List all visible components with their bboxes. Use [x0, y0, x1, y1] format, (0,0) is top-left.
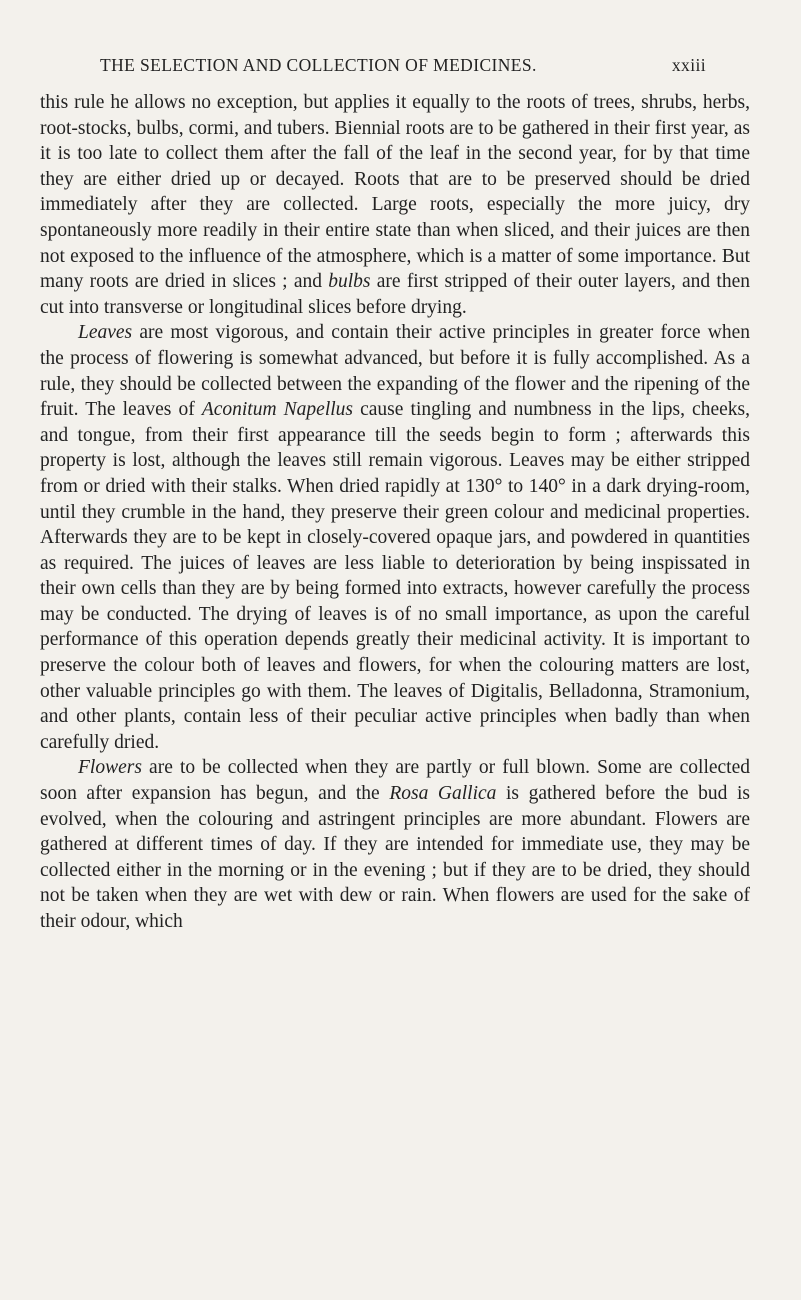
italic-term-rosa-gallica: Rosa Gallica	[389, 783, 497, 805]
italic-term-leaves: Leaves	[78, 322, 133, 344]
body-text	[40, 90, 750, 935]
running-header	[100, 55, 706, 81]
running-title: THE SELECTION AND COLLECTION OF MEDICINES.	[100, 55, 537, 75]
text-run: cause tingling and numbness in the lips, cheeks, and tongue, from their first appearance till the seeds begin to form ; afterwards this property is lost, although the leaves still remain vigorous. Leaves may be either stripped from or dried with their stalks. When dried rapidly at 130° to 140° in a dark drying-room, until they crumble in the hand, they preserve their green colour and medicinal properties. Afterwards they are to be kept in closely-covered opaque jars, and powdered in quantities as required. The juices of leaves are less liable to deterioration by being inspissated in their own cells than they are by being formed into extracts, however carefully the process may be conducted. The drying of leaves is of no small importance, as upon the careful performance of this operation depends greatly their medicinal activity. It is important to preserve the colour both of leaves and flowers, for when the colouring matters are lost, other valuable principles go with them. The leaves of Digitalis, Belladonna, Stramonium, and other plants, contain less of their peculiar active principles when badly than when carefully dried.	[40, 399, 750, 753]
paragraph-leaves	[40, 320, 750, 755]
text-run: are to be collected when they are partly or full blown. Some are collected soon after expansion has begun, and the	[40, 757, 750, 805]
italic-term-aconitum: Aconitum Napellus	[201, 399, 354, 421]
page-number: xxiii	[671, 55, 706, 75]
paragraph-roots	[40, 90, 750, 320]
italic-term-flowers: Flowers	[78, 757, 142, 779]
text-run: this rule he allows no exception, but applies it equally to the roots of trees, shrubs, herbs, root-stocks, bulbs, cormi, and tubers. Biennial roots are to be gathered in their first year, as it is too late to collect them after the fall of the leaf in the second year, for by that time they are either dried up or decayed. Roots that are to be preserved should be dried immediately after they are collected. Large roots, especially the more juicy, dry spontaneously more readily in their entire state than when sliced, and their juices are then not exposed to the influence of the atmosphere, which is a matter of some importance. But many roots are dried in slices ; and	[40, 92, 750, 293]
text-run: are most vigorous, and contain their active principles in greater force when the process of flowering is somewhat advanced, but before it is fully accomplished. As a rule, they should be collected between the expanding of the flower and the ripening of the fruit. The leaves of	[40, 322, 750, 421]
italic-term-bulbs: bulbs	[328, 271, 371, 293]
paragraph-flowers	[40, 755, 750, 934]
text-run: is gathered before the bud is evolved, when the colouring and astringent principles are more abundant. Flowers are gathered at different times of day. If they are intended for immediate use, they may be collected either in the morning or in the evening ; but if they are to be dried, they should not be taken when they are wet with dew or rain. When flowers are used for the sake of their odour, which	[40, 783, 750, 932]
text-run: are first stripped of their outer layers, and then cut into transverse or longitudinal slices before drying.	[40, 271, 750, 318]
